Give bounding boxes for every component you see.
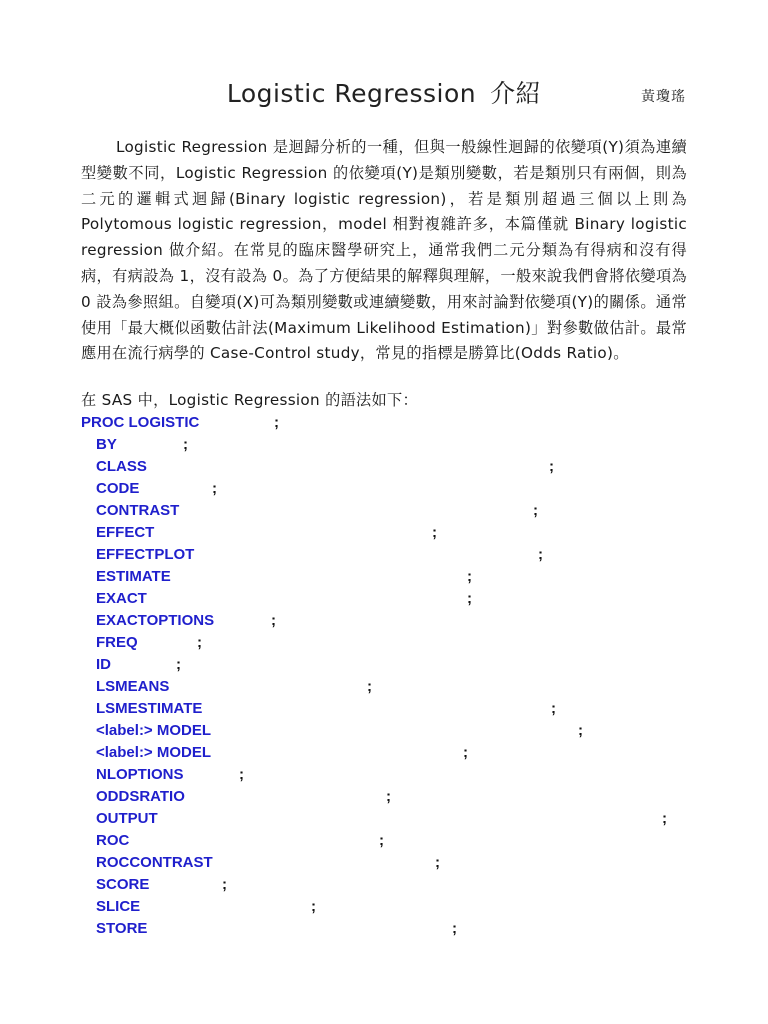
syntax-semicolon: ; (183, 436, 188, 453)
syntax-semicolon: ; (432, 524, 437, 541)
syntax-keyword: CONTRAST (96, 502, 180, 519)
syntax-keyword: LSMEANS (96, 678, 170, 695)
syntax-keyword: <label:> MODEL (96, 722, 212, 739)
syntax-semicolon: ; (467, 568, 472, 585)
syntax-keyword: ROCCONTRAST (96, 854, 213, 871)
syntax-keyword: CLASS (96, 458, 147, 475)
syntax-keyword: PROC LOGISTIC (81, 414, 200, 431)
syntax-semicolon: ; (538, 546, 543, 563)
syntax-semicolon: ; (463, 744, 468, 761)
syntax-keyword: FREQ (96, 634, 138, 651)
syntax-keyword: CODE (96, 480, 140, 497)
syntax-semicolon: ; (533, 502, 538, 519)
syntax-semicolon: ; (435, 854, 440, 871)
syntax-semicolon: ; (549, 458, 554, 475)
syntax-semicolon: ; (452, 920, 457, 937)
syntax-semicolon: ; (662, 810, 667, 827)
syntax-semicolon: ; (311, 898, 316, 915)
syntax-keyword: <label:> MODEL (96, 744, 212, 761)
syntax-keyword: ESTIMATE (96, 568, 171, 585)
syntax-semicolon: ; (212, 480, 217, 497)
body-paragraph: Logistic Regression 是迴歸分析的一種，但與一般線性迴歸的依變項(Y)須為連續型變數不同，Logistic Regression 的依變項(Y)是類別變數，若是類別只有兩個，則為二元的邏輯式迴歸(Binary logistic regression)，若是類別超過三個以上則為 Polytomous logistic regression，model 相對複雜許多，本篇僅就 Binary logistic regression 做介紹。在常見的臨床醫學研究上，通常我們二元分類為有得病和沒有得病，有病設為 1，沒有設為 0。為了方便結果的解釋與理解，一般來說我們會將依變項為 0 設為參照組。自變項(X)可為類別變數或連續變數，用來討論對依變項(Y)的關係。通常使用「最大概似函數估計法(Maximum Likelihood Estimation)」對參數做估計。最常應用在流行病學的 Case-Control study，常見的指標是勝算比(Odds Ratio)。 (81, 138, 687, 363)
syntax-semicolon: ; (239, 766, 244, 783)
syntax-keyword: ROC (96, 832, 130, 849)
syntax-keyword: NLOPTIONS (96, 766, 184, 783)
title-chinese: 介紹 (490, 79, 542, 108)
syntax-semicolon: ; (578, 722, 583, 739)
syntax-semicolon: ; (551, 700, 556, 717)
syntax-keyword: ODDSRATIO (96, 788, 185, 805)
syntax-keyword: ID (96, 656, 111, 673)
syntax-semicolon: ; (176, 656, 181, 673)
syntax-keyword: SCORE (96, 876, 150, 893)
syntax-keyword: SLICE (96, 898, 141, 915)
syntax-semicolon: ; (467, 590, 472, 607)
syntax-semicolon: ; (271, 612, 276, 629)
title-english: Logistic Regression (226, 79, 477, 108)
syntax-semicolon: ; (367, 678, 372, 695)
syntax-semicolon: ; (386, 788, 391, 805)
syntax-keyword: EFFECTPLOT (96, 546, 195, 563)
syntax-keyword: EXACTOPTIONS (96, 612, 215, 629)
syntax-semicolon: ; (379, 832, 384, 849)
syntax-keyword: EFFECT (96, 524, 155, 541)
syntax-keyword: LSMESTIMATE (96, 700, 203, 717)
syntax-semicolon: ; (222, 876, 227, 893)
syntax-keyword: BY (96, 436, 117, 453)
syntax-semicolon: ; (197, 634, 202, 651)
author-name: 黃瓊瑤 (641, 89, 686, 105)
syntax-intro: 在 SAS 中，Logistic Regression 的語法如下： (81, 391, 419, 409)
syntax-keyword: EXACT (96, 590, 147, 607)
syntax-keyword: STORE (96, 920, 148, 937)
syntax-keyword: OUTPUT (96, 810, 158, 827)
syntax-semicolon: ; (274, 414, 279, 431)
